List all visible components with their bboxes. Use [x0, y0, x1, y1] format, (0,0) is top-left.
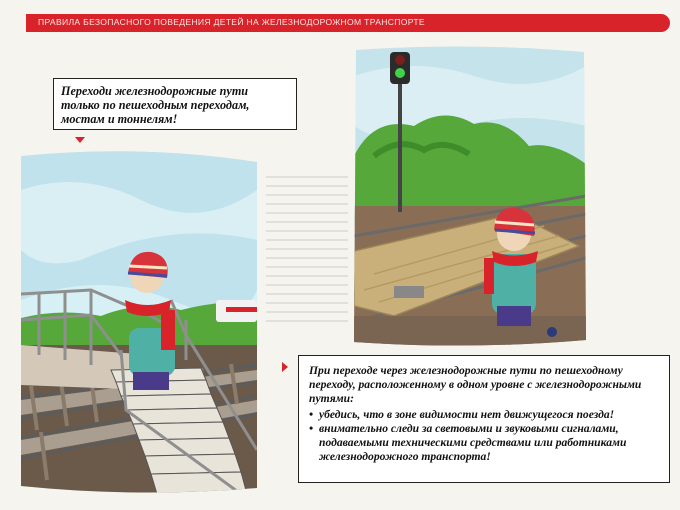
- header-banner: [26, 14, 670, 32]
- rules-list: [309, 408, 659, 464]
- illustration-pedestrian-bridge: [21, 150, 257, 494]
- level-crossing-intro: При переходе через железнодорожные пути по пешеходному переходу, расположенному в одном уровне с железнодорожными путями:: [309, 364, 642, 405]
- caption-pointer-left: [75, 137, 85, 143]
- banner-title: ПРАВИЛА БЕЗОПАСНОГО ПОВЕДЕНИЯ ДЕТЕЙ НА ЖЕЛЕЗНОДОРОЖНОМ ТРАНСПОРТЕ: [38, 17, 425, 27]
- rule-item: • внимательно следи за световыми и звуковыми сигналами, подаваемыми техническими средствами или работниками железнодорожного транспорта!: [309, 422, 659, 464]
- caption-level-crossing-rules: [298, 355, 670, 483]
- rule-item: • убедись, что в зоне видимости нет движущегося поезда!: [309, 408, 659, 422]
- faded-background-text: [266, 176, 348, 326]
- illustration-level-crossing: [354, 46, 586, 346]
- caption-bridges-tunnels: Переходи железнодорожные пути только по пешеходным переходам, мостам и тоннелям!: [53, 78, 297, 130]
- caption-pointer-right: [282, 362, 288, 372]
